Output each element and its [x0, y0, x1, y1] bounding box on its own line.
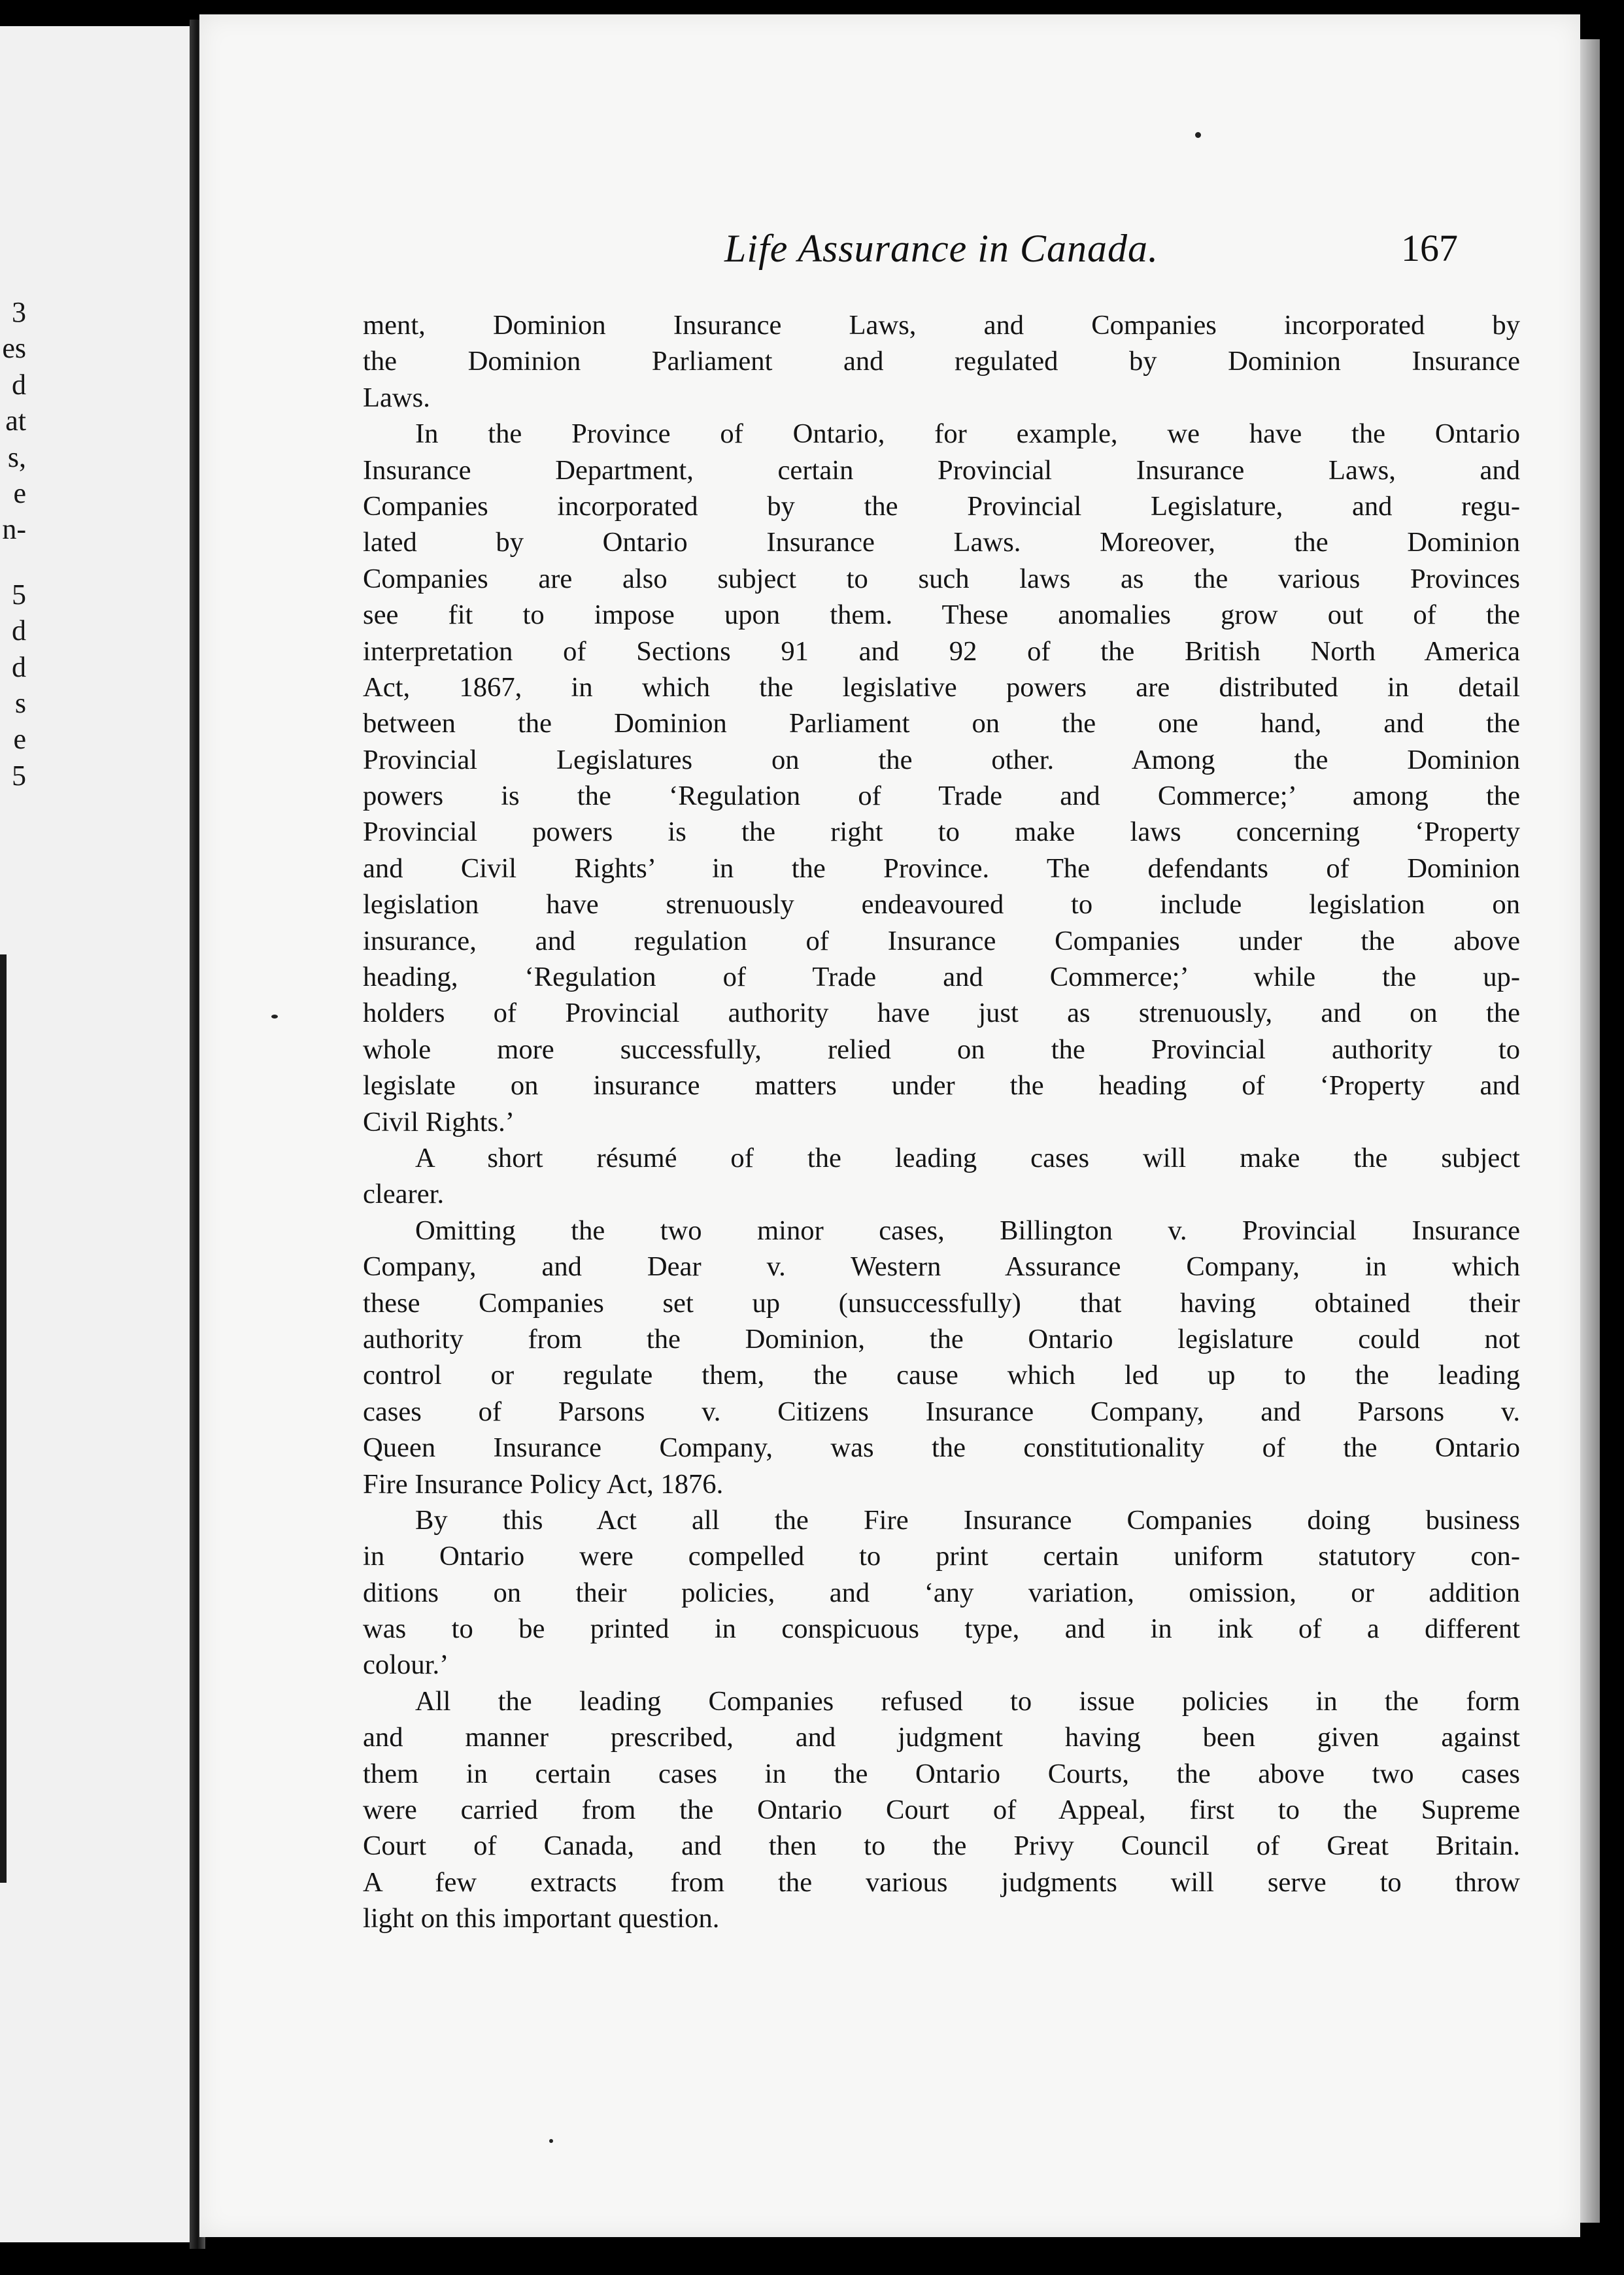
text-line: Companies are also subject to such laws as the various Provinces — [363, 563, 1520, 594]
left-fragment: s — [14, 686, 26, 719]
text-line: lated by Ontario Insurance Laws. Moreover, the Dominion — [363, 527, 1520, 558]
text-line: Omitting the two minor cases, Billington v. Provincial Insurance — [415, 1215, 1520, 1246]
left-fragment: d — [12, 615, 26, 647]
text-line: light on this important question. — [363, 1903, 720, 1934]
text-line: control or regulate them, the cause which led up to the leading — [363, 1360, 1520, 1391]
left-facing-page — [0, 26, 201, 2242]
text-line: Insurance Department, certain Provincial Insurance Laws, and — [363, 454, 1520, 486]
text-line: authority from the Dominion, the Ontario legislature could not — [363, 1323, 1520, 1355]
text-line: insurance, and regulation of Insurance Companies under the above — [363, 925, 1520, 956]
book-page — [199, 14, 1580, 2237]
left-fragment: d — [12, 368, 26, 401]
text-line: were carried from the Ontario Court of Appeal, first to the Supreme — [363, 1795, 1520, 1826]
running-head — [199, 222, 1580, 275]
text-line: Fire Insurance Policy Act, 1876. — [363, 1468, 724, 1500]
left-fragment: 5 — [12, 578, 26, 611]
text-line: A few extracts from the various judgments will serve to throw — [363, 1866, 1520, 1898]
left-fragment: d — [12, 650, 26, 683]
text-line: colour.’ — [363, 1649, 449, 1681]
text-line: Queen Insurance Company, was the constitutionality of the Ontario — [363, 1432, 1520, 1464]
text-line: and manner prescribed, and judgment having been given against — [363, 1722, 1520, 1753]
left-fragment: 3 — [12, 296, 26, 328]
ink-speck — [549, 2139, 553, 2143]
text-line: All the leading Companies refused to issue policies in the form — [415, 1685, 1520, 1717]
text-line: and Civil Rights’ in the Province. The defendants of Dominion — [363, 852, 1520, 884]
left-fragment: 5 — [12, 759, 26, 792]
text-line: By this Act all the Fire Insurance Companies doing business — [415, 1504, 1520, 1536]
page-number: 167 — [1401, 227, 1458, 269]
text-line: A short résumé of the leading cases will make the subject — [415, 1142, 1520, 1173]
text-line: ment, Dominion Insurance Laws, and Companies incorporated by — [363, 310, 1520, 341]
text-line: whole more successfully, relied on the Provincial authority to — [363, 1034, 1520, 1065]
left-fragment: n- — [2, 513, 26, 546]
text-line: Civil Rights.’ — [363, 1106, 515, 1138]
page-right-edge — [1580, 39, 1600, 2223]
text-line: these Companies set up (unsuccessfully) that having obtained their — [363, 1287, 1520, 1319]
left-page-text-fragments — [0, 294, 26, 794]
text-line: between the Dominion Parliament on the one hand, and the — [363, 708, 1520, 739]
text-line: was to be printed in conspicuous type, and in ink of a different — [363, 1613, 1520, 1645]
left-fragment-gap — [0, 548, 26, 577]
left-fragment: at — [5, 405, 26, 437]
text-line: Provincial Legislatures on the other. Among the Dominion — [363, 744, 1520, 775]
running-title: Life Assurance in Canada. — [724, 227, 1159, 270]
left-fragment: es — [2, 332, 26, 365]
text-line: Laws. — [363, 382, 430, 413]
text-line: powers is the ‘Regulation of Trade and Commerce;’ among the — [363, 781, 1520, 812]
ink-speck — [1195, 132, 1201, 138]
left-fragment: s, — [7, 441, 26, 473]
text-line: heading, ‘Regulation of Trade and Commerce;’ while the up- — [363, 962, 1520, 993]
text-line: in Ontario were compelled to print certain uniform statutory con- — [363, 1541, 1520, 1572]
text-line: the Dominion Parliament and regulated by Dominion Insurance — [363, 346, 1520, 377]
text-line: In the Province of Ontario, for example, we have the Ontario — [415, 418, 1520, 450]
text-line: Provincial powers is the right to make laws concerning ‘Property — [363, 817, 1520, 848]
text-line: Court of Canada, and then to the Privy Council of Great Britain. — [363, 1830, 1520, 1862]
text-line: holders of Provincial authority have just as strenuously, and on the — [363, 998, 1520, 1029]
text-line: legislation have strenuously endeavoured to include legislation on — [363, 889, 1520, 920]
text-line: Companies incorporated by the Provincial Legislature, and regu- — [363, 490, 1520, 522]
text-line: Company, and Dear v. Western Assurance Company, in which — [363, 1251, 1520, 1283]
left-page-edge-shadow — [0, 954, 7, 1883]
left-fragment: e — [13, 723, 26, 756]
body-text — [363, 307, 1520, 1937]
text-line: ditions on their policies, and ‘any variation, omission, or addition — [363, 1577, 1520, 1608]
text-line: interpretation of Sections 91 and 92 of the British North America — [363, 635, 1520, 667]
text-line: them in certain cases in the Ontario Courts, the above two cases — [363, 1758, 1520, 1789]
left-fragment: e — [13, 477, 26, 509]
text-line: see fit to impose upon them. These anomalies grow out of the — [363, 599, 1520, 631]
text-line: cases of Parsons v. Citizens Insurance Company, and Parsons v. — [363, 1396, 1520, 1427]
text-line: Act, 1867, in which the legislative powers are distributed in detail — [363, 671, 1520, 703]
text-line: clearer. — [363, 1179, 445, 1210]
text-line: legislate on insurance matters under the heading of ‘Property and — [363, 1070, 1520, 1102]
ink-speck — [271, 1015, 278, 1019]
